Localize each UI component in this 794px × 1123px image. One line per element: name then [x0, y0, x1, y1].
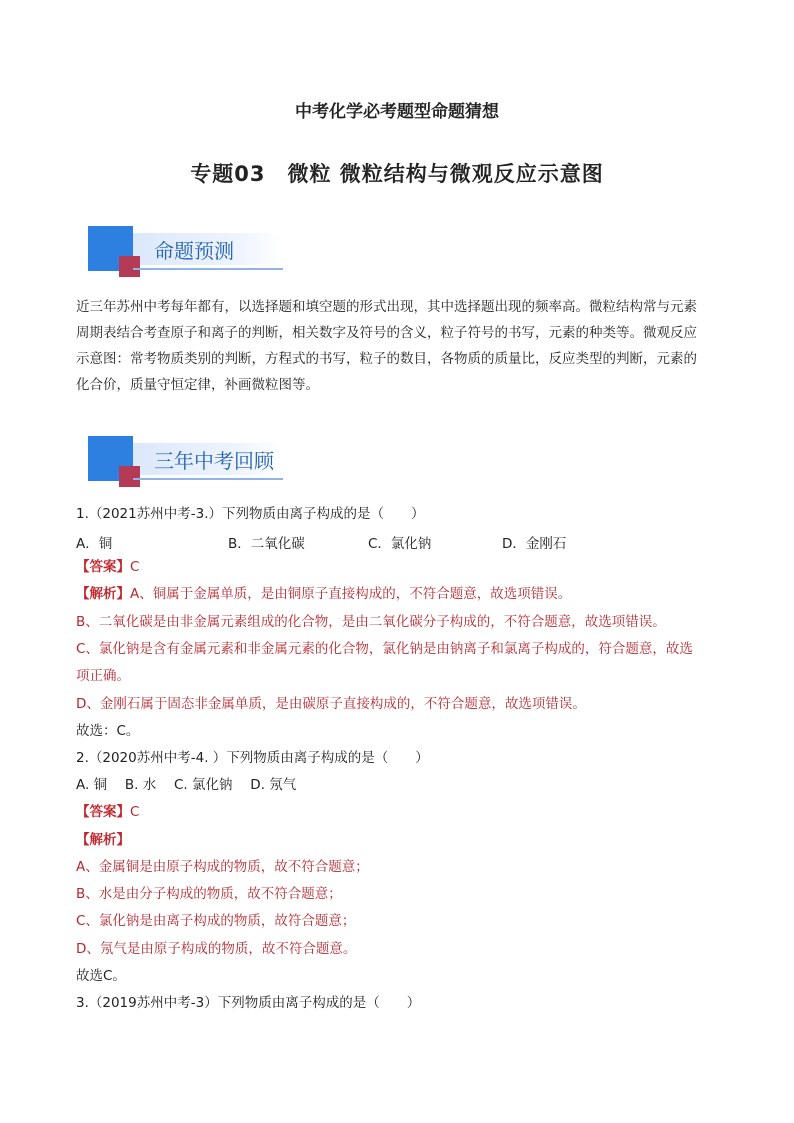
question-stem: 2.（2020苏州中考-4. ）下列物质由离子构成的是（ ）: [76, 750, 429, 766]
banner-maroon-square: [119, 256, 140, 277]
option-b: B．二氧化碳: [228, 536, 305, 552]
answer-value: C: [130, 559, 140, 575]
question-stem: 3.（2019苏州中考-3）下列物质由离子构成的是（ ）: [76, 995, 421, 1011]
analysis-tag: 【解析】: [76, 832, 130, 848]
paragraph-line: 示意图：常考物质类别的判断，方程式的书写，粒子的数目，各物质的质量比，反应类型的判断，元素的: [76, 351, 697, 367]
banner-rule: [133, 478, 283, 480]
analysis-line: D、金刚石属于固态非金属单质，是由碳原子直接构成的，不符合题意，故选项错误。: [76, 696, 586, 712]
analysis-line: 项正确。: [76, 668, 130, 684]
answer-tag: 【答案】: [76, 804, 130, 820]
banner-rule: [133, 268, 283, 270]
answer-tag: 【答案】: [76, 559, 130, 575]
paragraph-line: 化合价，质量守恒定律，补画微粒图等。: [76, 377, 319, 393]
banner-maroon-square: [119, 466, 140, 487]
analysis-line: A、金属铜是由原子构成的物质，故不符合题意；: [76, 859, 369, 875]
analysis-tag: 【解析】: [76, 586, 130, 602]
paragraph-line: 周期表结合考查原子和离子的判断，相关数字及符号的含义，粒子符号的书写，元素的种类等。微观反应: [76, 325, 697, 341]
answer-line: [76, 803, 139, 821]
analysis-line: C、氯化钠是由离子构成的物质，故符合题意；: [76, 913, 356, 929]
options-line: A. 铜 B. 水 C. 氯化钠 D. 氖气: [76, 777, 297, 793]
analysis-line: [76, 585, 571, 603]
paragraph-line: 近三年苏州中考每年都有，以选择题和填空题的形式出现，其中选择题出现的频率高。微粒结构常与元素: [76, 299, 697, 315]
conclusion: 故选C。: [76, 968, 126, 984]
analysis-line: B、二氧化碳是由非金属元素组成的化合物，是由二氧化碳分子构成的，不符合题意，故选项错误。: [76, 614, 666, 630]
option-c: C．氯化钠: [368, 536, 432, 552]
question-stem: 1.（2021苏州中考-3.）下列物质由离子构成的是（ ）: [76, 506, 425, 522]
analysis-text: A、铜属于金属单质，是由铜原子直接构成的，不符合题意，故选项错误。: [130, 586, 572, 602]
answer-value: C: [130, 804, 140, 820]
section-label: 命题预测: [154, 239, 234, 263]
prediction-paragraph: [76, 294, 721, 398]
analysis-line: B、水是由分子构成的物质，故不符合题意；: [76, 886, 342, 902]
section-banner-prediction: [88, 226, 298, 286]
topic-title: 专题03 微粒 微粒结构与微观反应示意图: [190, 162, 604, 186]
analysis-line: D、氖气是由原子构成的物质，故不符合题意。: [76, 941, 357, 957]
analysis-line: [76, 831, 130, 849]
conclusion: 故选：C。: [76, 723, 140, 739]
section-label: 三年中考回顾: [154, 449, 274, 473]
option-a: A．铜: [76, 536, 113, 552]
section-banner-review: [88, 436, 298, 496]
option-d: D．金刚石: [502, 536, 567, 552]
analysis-line: C、氯化钠是含有金属元素和非金属元素的化合物，氯化钠是由钠离子和氯离子构成的，符合题意，故选: [76, 641, 693, 657]
header-title: 中考化学必考题型命题猜想: [295, 102, 499, 122]
answer-line: [76, 558, 139, 576]
